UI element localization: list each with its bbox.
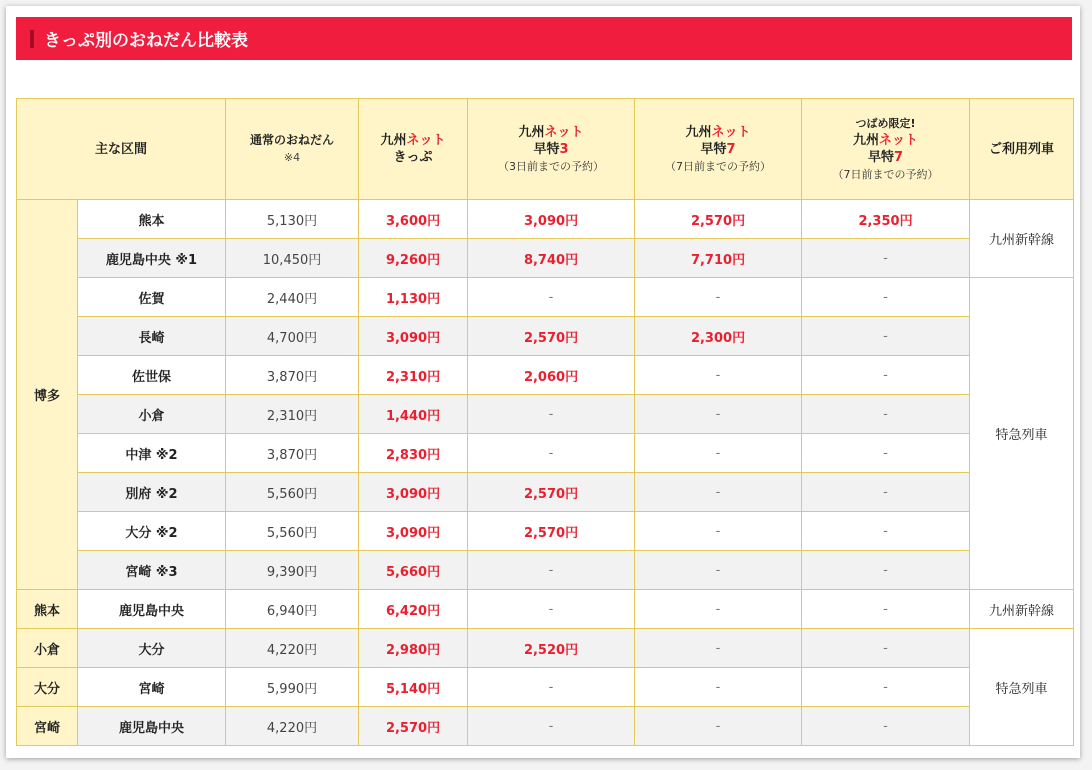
train-express: 特急列車	[970, 629, 1074, 746]
origin-oita: 大分	[17, 668, 78, 707]
tsubame-price-cell: -	[802, 239, 970, 278]
table-row	[17, 590, 1074, 629]
tsubame-price-cell: -	[802, 278, 970, 317]
tsubame-price-cell: -	[802, 590, 970, 629]
dest-cell: 鹿児島中央	[78, 707, 226, 746]
net-price-cell: 1,130円	[359, 278, 468, 317]
h3-price-cell: -	[468, 551, 635, 590]
table-header-row	[17, 99, 1074, 200]
normal-price-cell: 9,390円	[226, 551, 359, 590]
h3-price-cell: -	[468, 278, 635, 317]
origin-miyazaki: 宮崎	[17, 707, 78, 746]
col-net-hayatoku3: 九州ネット 早特3 （3日前までの予約）	[468, 99, 635, 200]
fare-comparison-table	[16, 98, 1074, 746]
dest-cell: 中津 ※2	[78, 434, 226, 473]
h7-price-cell: -	[635, 551, 802, 590]
table-row	[17, 551, 1074, 590]
section-header	[16, 17, 1072, 60]
col-train: ご利用列車	[970, 99, 1074, 200]
table-row	[17, 707, 1074, 746]
normal-price-cell: 4,700円	[226, 317, 359, 356]
h3-price-cell: 2,570円	[468, 317, 635, 356]
dest-cell: 長崎	[78, 317, 226, 356]
tsubame-price-cell: -	[802, 512, 970, 551]
tsubame-price-cell: -	[802, 356, 970, 395]
tsubame-price-cell: -	[802, 317, 970, 356]
origin-kokura: 小倉	[17, 629, 78, 668]
h3-price-cell: -	[468, 434, 635, 473]
h3-price-cell: -	[468, 707, 635, 746]
dest-cell: 鹿児島中央 ※1	[78, 239, 226, 278]
normal-price-cell: 2,310円	[226, 395, 359, 434]
normal-price-cell: 4,220円	[226, 629, 359, 668]
h7-price-cell: -	[635, 512, 802, 551]
dest-cell: 鹿児島中央	[78, 590, 226, 629]
table-row	[17, 239, 1074, 278]
net-price-cell: 5,140円	[359, 668, 468, 707]
h7-price-cell: -	[635, 356, 802, 395]
h3-price-cell: 2,060円	[468, 356, 635, 395]
dest-cell: 大分 ※2	[78, 512, 226, 551]
normal-price-cell: 4,220円	[226, 707, 359, 746]
h7-price-cell: -	[635, 395, 802, 434]
h7-price-cell: 2,300円	[635, 317, 802, 356]
col-route: 主な区間	[17, 99, 226, 200]
h3-price-cell: -	[468, 395, 635, 434]
net-price-cell: 2,980円	[359, 629, 468, 668]
table-row	[17, 512, 1074, 551]
normal-price-cell: 3,870円	[226, 434, 359, 473]
h7-price-cell: -	[635, 590, 802, 629]
normal-price-cell: 6,940円	[226, 590, 359, 629]
tsubame-price-cell: -	[802, 707, 970, 746]
h7-price-cell: -	[635, 473, 802, 512]
net-price-cell: 3,090円	[359, 512, 468, 551]
col-normal-price	[226, 99, 359, 200]
table-row	[17, 317, 1074, 356]
train-express: 特急列車	[970, 278, 1074, 590]
h3-price-cell: 8,740円	[468, 239, 635, 278]
h7-price-cell: -	[635, 668, 802, 707]
normal-price-cell: 3,870円	[226, 356, 359, 395]
net-price-cell: 6,420円	[359, 590, 468, 629]
net-price-cell: 9,260円	[359, 239, 468, 278]
dest-cell: 宮崎 ※3	[78, 551, 226, 590]
dest-cell: 大分	[78, 629, 226, 668]
h3-price-cell: 2,570円	[468, 512, 635, 551]
table-row	[17, 473, 1074, 512]
dest-cell: 佐世保	[78, 356, 226, 395]
table-row	[17, 200, 1074, 239]
h3-price-cell: 3,090円	[468, 200, 635, 239]
tsubame-price-cell: -	[802, 668, 970, 707]
h3-price-cell: 2,570円	[468, 473, 635, 512]
dest-cell: 佐賀	[78, 278, 226, 317]
header-accent-bar	[30, 30, 34, 48]
net-price-cell: 3,600円	[359, 200, 468, 239]
tsubame-price-cell: -	[802, 473, 970, 512]
table-row	[17, 668, 1074, 707]
dest-cell: 別府 ※2	[78, 473, 226, 512]
col-normal-note: ※4	[283, 151, 301, 164]
table-row	[17, 629, 1074, 668]
normal-price-cell: 5,560円	[226, 473, 359, 512]
dest-cell: 小倉	[78, 395, 226, 434]
table-row	[17, 395, 1074, 434]
h7-price-cell: 2,570円	[635, 200, 802, 239]
col-net-kippu: 九州ネット きっぷ	[359, 99, 468, 200]
h7-price-cell: -	[635, 278, 802, 317]
dest-cell: 熊本	[78, 200, 226, 239]
net-price-cell: 2,310円	[359, 356, 468, 395]
page-title: きっぷ別のおねだん比較表	[44, 31, 248, 51]
h7-price-cell: 7,710円	[635, 239, 802, 278]
tsubame-price-cell: 2,350円	[802, 200, 970, 239]
dest-cell: 宮崎	[78, 668, 226, 707]
normal-price-cell: 2,440円	[226, 278, 359, 317]
tsubame-price-cell: -	[802, 629, 970, 668]
net-price-cell: 3,090円	[359, 317, 468, 356]
normal-price-cell: 5,990円	[226, 668, 359, 707]
col-net-hayatoku7: 九州ネット 早特7 （7日前までの予約）	[635, 99, 802, 200]
h7-price-cell: -	[635, 629, 802, 668]
tsubame-price-cell: -	[802, 551, 970, 590]
origin-hakata: 博多	[17, 200, 78, 590]
normal-price-cell: 10,450円	[226, 239, 359, 278]
net-price-cell: 1,440円	[359, 395, 468, 434]
page-card	[6, 6, 1080, 758]
net-price-cell: 2,570円	[359, 707, 468, 746]
table-row	[17, 356, 1074, 395]
h3-price-cell: 2,520円	[468, 629, 635, 668]
train-shinkansen: 九州新幹線	[970, 200, 1074, 278]
h3-price-cell: -	[468, 590, 635, 629]
net-price-cell: 2,830円	[359, 434, 468, 473]
origin-kumamoto: 熊本	[17, 590, 78, 629]
normal-price-cell: 5,130円	[226, 200, 359, 239]
col-tsubame-hayatoku7: つばめ限定! 九州ネット 早特7 （7日前までの予約）	[802, 99, 970, 200]
net-price-cell: 3,090円	[359, 473, 468, 512]
h7-price-cell: -	[635, 434, 802, 473]
normal-price-cell: 5,560円	[226, 512, 359, 551]
h7-price-cell: -	[635, 707, 802, 746]
col-normal-label: 通常のおねだん	[250, 133, 335, 147]
table-row	[17, 434, 1074, 473]
h3-price-cell: -	[468, 668, 635, 707]
net-price-cell: 5,660円	[359, 551, 468, 590]
train-shinkansen: 九州新幹線	[970, 590, 1074, 629]
table-row	[17, 278, 1074, 317]
tsubame-price-cell: -	[802, 395, 970, 434]
tsubame-price-cell: -	[802, 434, 970, 473]
